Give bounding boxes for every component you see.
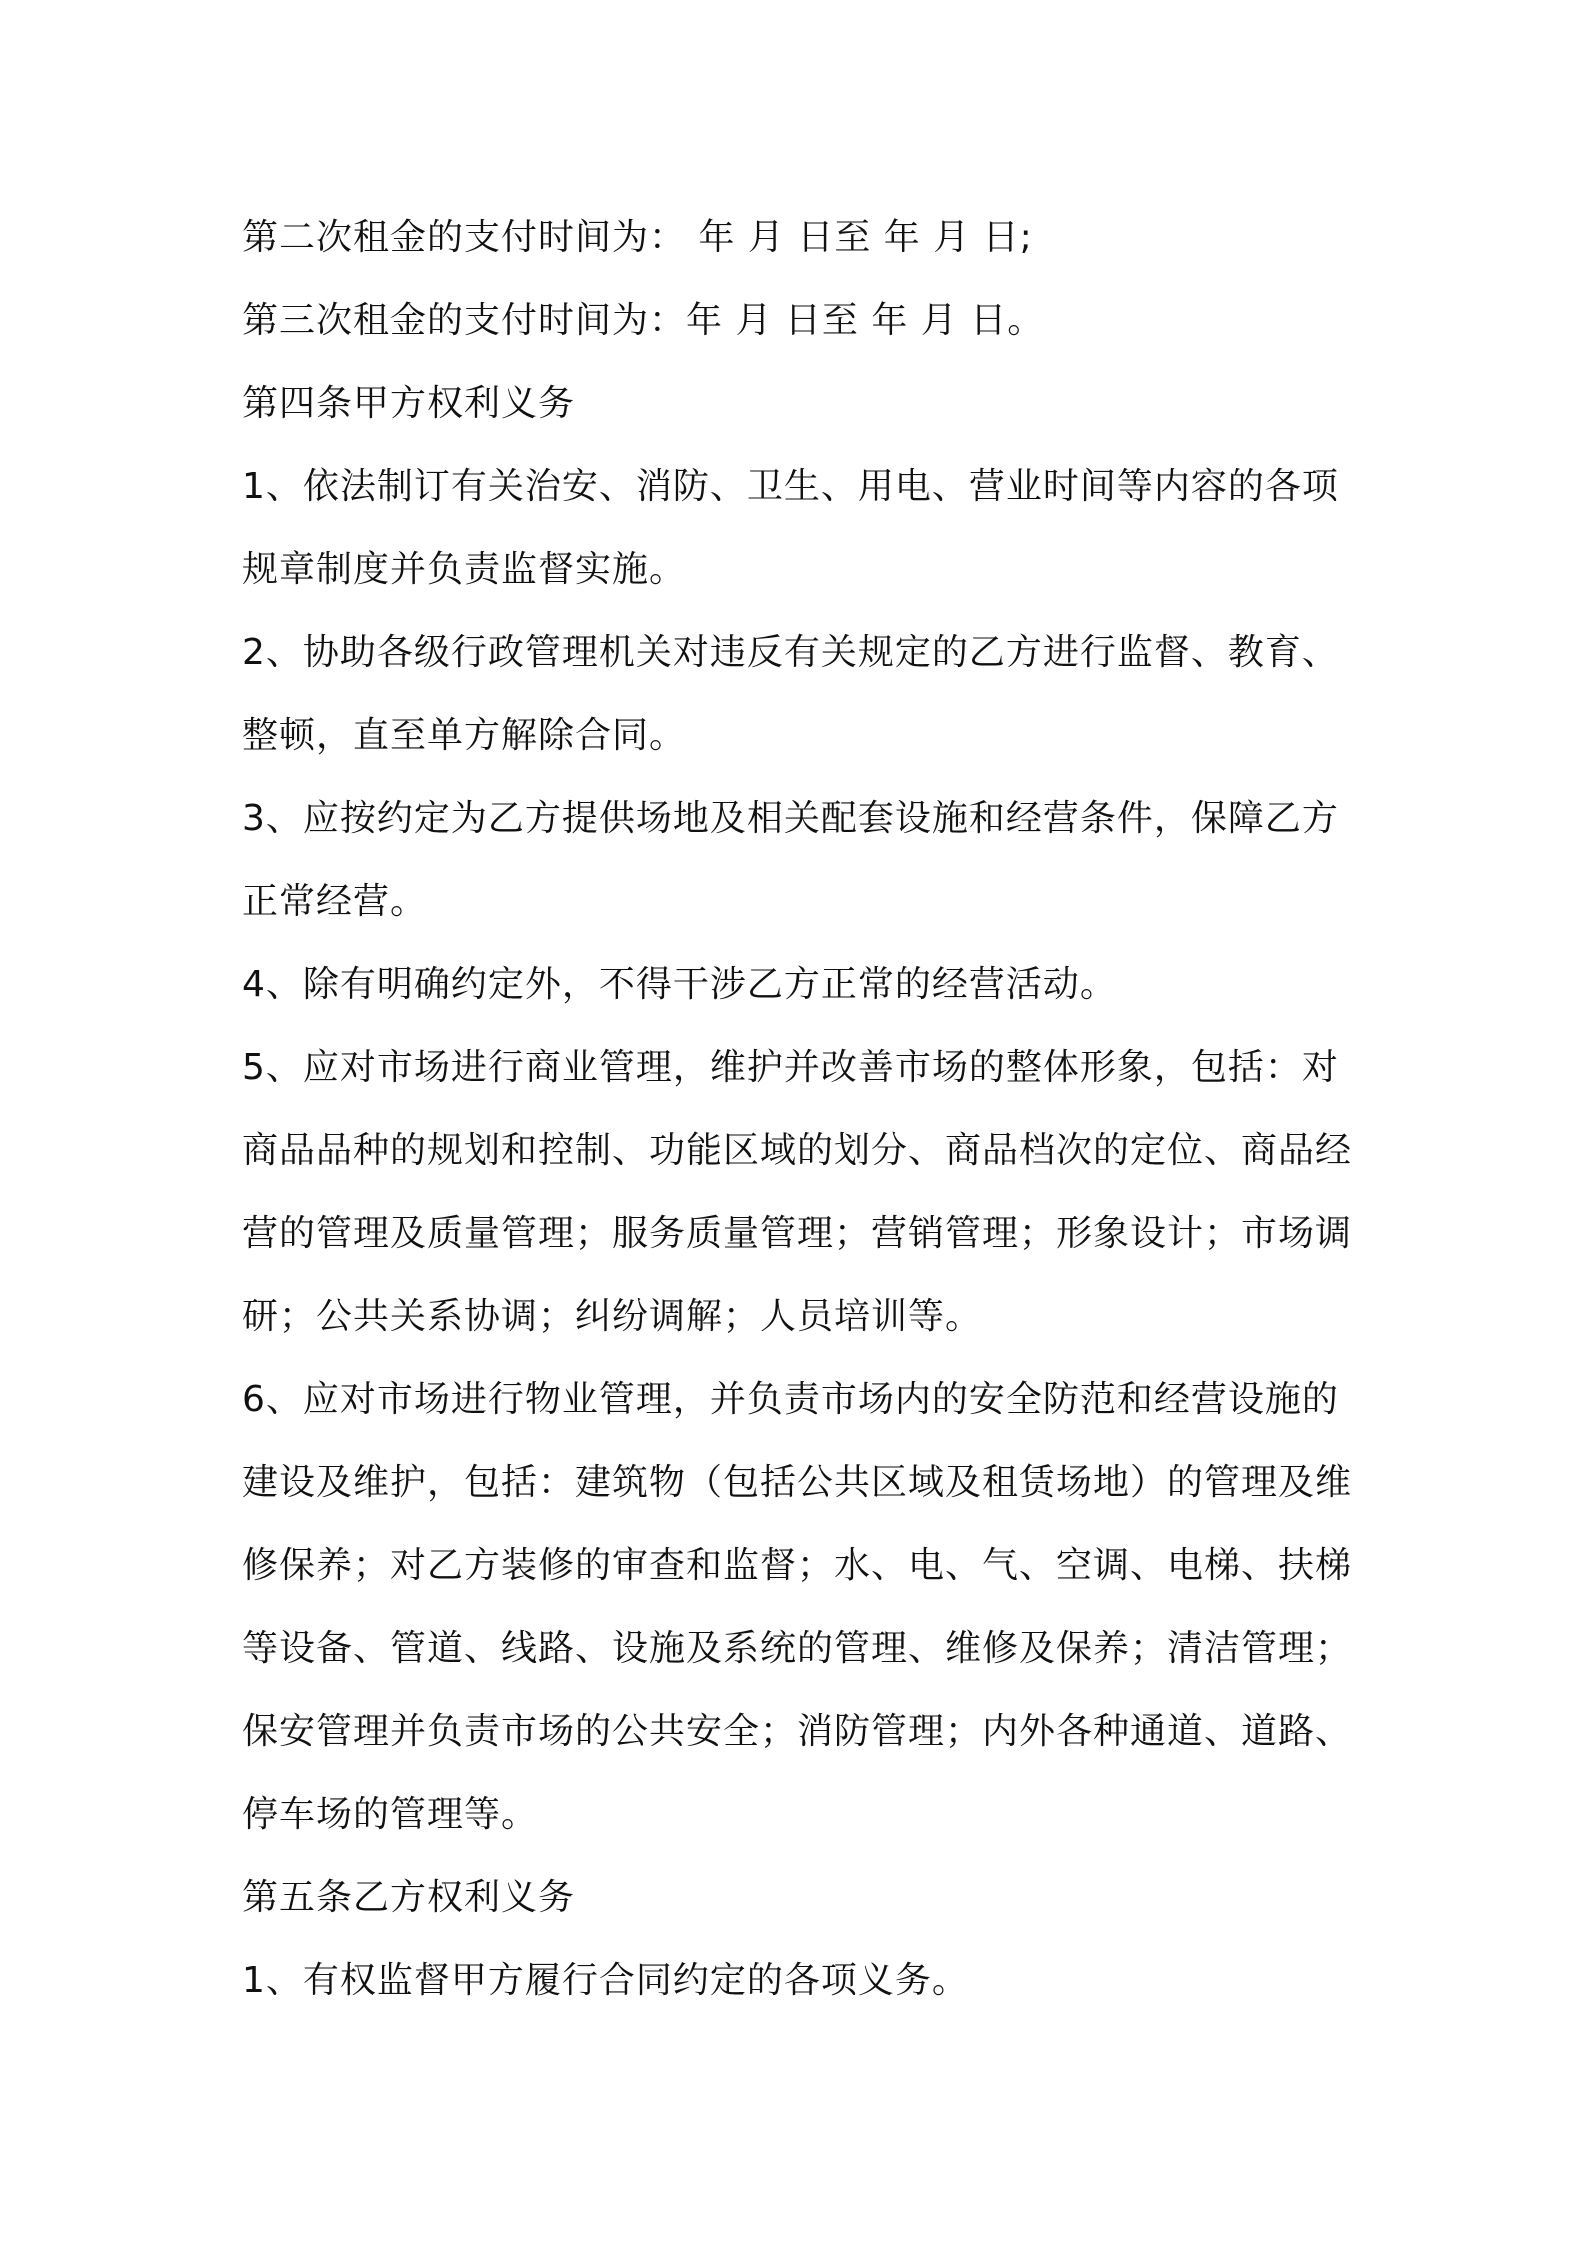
article-four-item-1-line-2: 规章制度并负责监督实施。 [242,549,687,590]
article-four-item-5-line-2: 商品品种的规划和控制、功能区域的划分、商品档次的定位、商品经 [242,1130,1353,1171]
rent-payment-second-line: 第二次租金的支付时间为： 年 月 日至 年 月 日; [242,217,1033,258]
article-four-item-3-line-1: 3、应按约定为乙方提供场地及相关配套设施和经营条件，保障乙方 [242,798,1339,839]
document-body [242,196,1362,2022]
article-four-heading: 第四条甲方权利义务 [242,383,576,424]
article-five-heading: 第五条乙方权利义务 [242,1877,576,1918]
article-four-item-6-line-3: 修保养；对乙方装修的审查和监督；水、电、气、空调、电梯、扶梯 [242,1545,1353,1586]
article-four-item-6-line-6: 停车场的管理等。 [242,1794,539,1835]
article-four-item-2-line-1: 2、协助各级行政管理机关对违反有关规定的乙方进行监督、教育、 [242,632,1339,673]
article-four-item-1-line-1: 1、依法制订有关治安、消防、卫生、用电、营业时间等内容的各项 [242,466,1339,507]
article-four-item-5-line-3: 营的管理及质量管理；服务质量管理；营销管理；形象设计；市场调 [242,1213,1353,1254]
rent-payment-third-line: 第三次租金的支付时间为：年 月 日至 年 月 日。 [242,300,1045,341]
article-five-item-1-line-1: 1、有权监督甲方履行合同约定的各项义务。 [242,1960,969,2001]
article-four-item-5-line-1: 5、应对市场进行商业管理，维护并改善市场的整体形象，包括：对 [242,1047,1339,1088]
article-four-item-4-line-1: 4、除有明确约定外，不得干涉乙方正常的经营活动。 [242,964,1117,1005]
article-four-item-6-line-5: 保安管理并负责市场的公共安全；消防管理；内外各种通道、道路、 [242,1711,1353,1752]
article-four-item-2-line-2: 整顿，直至单方解除合同。 [242,715,687,756]
article-four-item-3-line-2: 正常经营。 [242,881,428,922]
article-four-item-6-line-2: 建设及维护，包括：建筑物（包括公共区域及租赁场地）的管理及维 [242,1462,1353,1503]
article-four-item-6-line-4: 等设备、管道、线路、设施及系统的管理、维修及保养；清洁管理； [242,1628,1353,1669]
article-four-item-5-line-4: 研；公共关系协调；纠纷调解；人员培训等。 [242,1296,983,1337]
article-four-item-6-line-1: 6、应对市场进行物业管理，并负责市场内的安全防范和经营设施的 [242,1379,1339,1420]
